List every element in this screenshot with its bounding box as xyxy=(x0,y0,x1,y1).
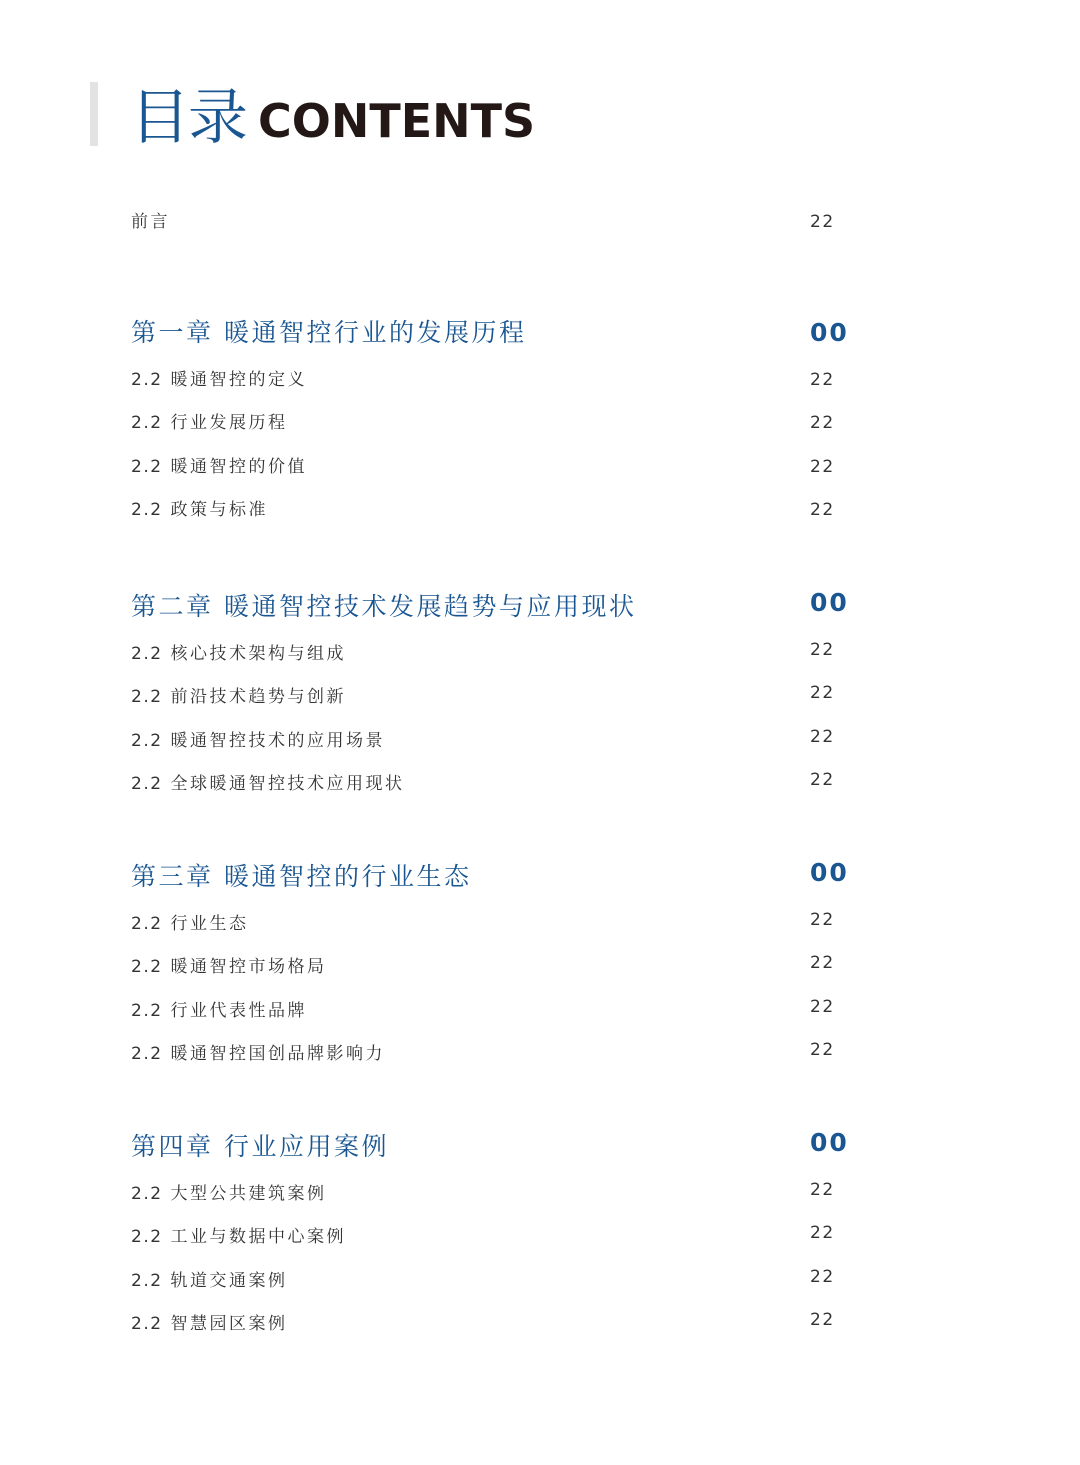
toc-entry-label: 行业发展历程 xyxy=(170,413,288,433)
toc-entry-page: 22 xyxy=(810,1040,835,1060)
toc-entry-label: 全球暖通智控技术应用现状 xyxy=(170,774,405,794)
toc-entry-label: 暖通智控国创品牌影响力 xyxy=(170,1044,386,1064)
toc-entry-number: 2.2 xyxy=(131,1184,163,1204)
toc-entry-number: 2.2 xyxy=(131,774,163,794)
toc-entry-page: 22 xyxy=(810,640,835,660)
toc-entry-page: 22 xyxy=(810,1267,835,1287)
page-title-en: CONTENTS xyxy=(258,94,536,148)
toc-chapter-page: 00 xyxy=(810,318,849,347)
toc-entry-page: 22 xyxy=(810,953,835,973)
toc-entry-page: 22 xyxy=(810,457,835,477)
toc-entry-page: 22 xyxy=(810,1223,835,1243)
toc-entry-page: 22 xyxy=(810,997,835,1017)
toc-entry-label: 前言 xyxy=(131,212,170,232)
toc-chapter-page: 00 xyxy=(810,1128,849,1157)
toc-entry-label: 智慧园区案例 xyxy=(170,1314,288,1334)
toc-entry-page: 22 xyxy=(810,370,835,390)
toc-entry-label: 行业代表性品牌 xyxy=(170,1001,308,1021)
toc-entry-page: 22 xyxy=(810,770,835,790)
toc-entry-number: 2.2 xyxy=(131,1001,163,1021)
toc-entry-label: 暖通智控的定义 xyxy=(170,370,308,390)
toc-entry-page: 22 xyxy=(810,500,835,520)
toc-entry-number: 2.2 xyxy=(131,644,163,664)
toc-chapter-title: 第一章 暖通智控行业的发展历程 xyxy=(131,318,527,347)
toc-entry-number: 2.2 xyxy=(131,457,163,477)
toc-entry-page: 22 xyxy=(810,910,835,930)
toc-entry-number: 2.2 xyxy=(131,1227,163,1247)
toc-chapter-page: 00 xyxy=(810,588,849,617)
toc-entry-label: 大型公共建筑案例 xyxy=(170,1184,327,1204)
toc-entry-page: 22 xyxy=(810,683,835,703)
toc-entry-page: 22 xyxy=(810,1310,835,1330)
toc-entry-page: 22 xyxy=(810,413,835,433)
toc-entry-label: 政策与标准 xyxy=(170,500,269,520)
toc-entry-number: 2.2 xyxy=(131,1044,163,1064)
toc-entry-number: 2.2 xyxy=(131,687,163,707)
toc-entry-label: 核心技术架构与组成 xyxy=(170,644,347,664)
toc-entry-number: 2.2 xyxy=(131,1314,163,1334)
toc-entry-label: 暖通智控市场格局 xyxy=(170,957,327,977)
toc-entry-number: 2.2 xyxy=(131,413,163,433)
toc-entry-page: 22 xyxy=(810,212,835,232)
toc-entry-number: 2.2 xyxy=(131,957,163,977)
toc-entry-label: 前沿技术趋势与创新 xyxy=(170,687,347,707)
toc-chapter-title: 第二章 暖通智控技术发展趋势与应用现状 xyxy=(131,592,637,621)
toc-entry-label: 暖通智控的价值 xyxy=(170,457,308,477)
toc-entry-label: 轨道交通案例 xyxy=(170,1271,288,1291)
title-accent-bar xyxy=(90,82,98,146)
toc-entry-number: 2.2 xyxy=(131,500,163,520)
toc-entry-number: 2.2 xyxy=(131,1271,163,1291)
toc-entry-page: 22 xyxy=(810,1180,835,1200)
toc-entry-label: 工业与数据中心案例 xyxy=(170,1227,347,1247)
toc-entry-label: 暖通智控技术的应用场景 xyxy=(170,731,386,751)
toc-entry-number: 2.2 xyxy=(131,914,163,934)
toc-entry-page: 22 xyxy=(810,727,835,747)
toc-chapter-page: 00 xyxy=(810,858,849,887)
toc-chapter-title: 第四章 行业应用案例 xyxy=(131,1132,389,1161)
page-title-cn: 目录 xyxy=(130,83,246,153)
toc-entry-label: 行业生态 xyxy=(170,914,249,934)
toc-chapter-title: 第三章 暖通智控的行业生态 xyxy=(131,862,472,891)
toc-entry-number: 2.2 xyxy=(131,370,163,390)
page-title xyxy=(130,78,536,153)
toc-entry-number: 2.2 xyxy=(131,731,163,751)
